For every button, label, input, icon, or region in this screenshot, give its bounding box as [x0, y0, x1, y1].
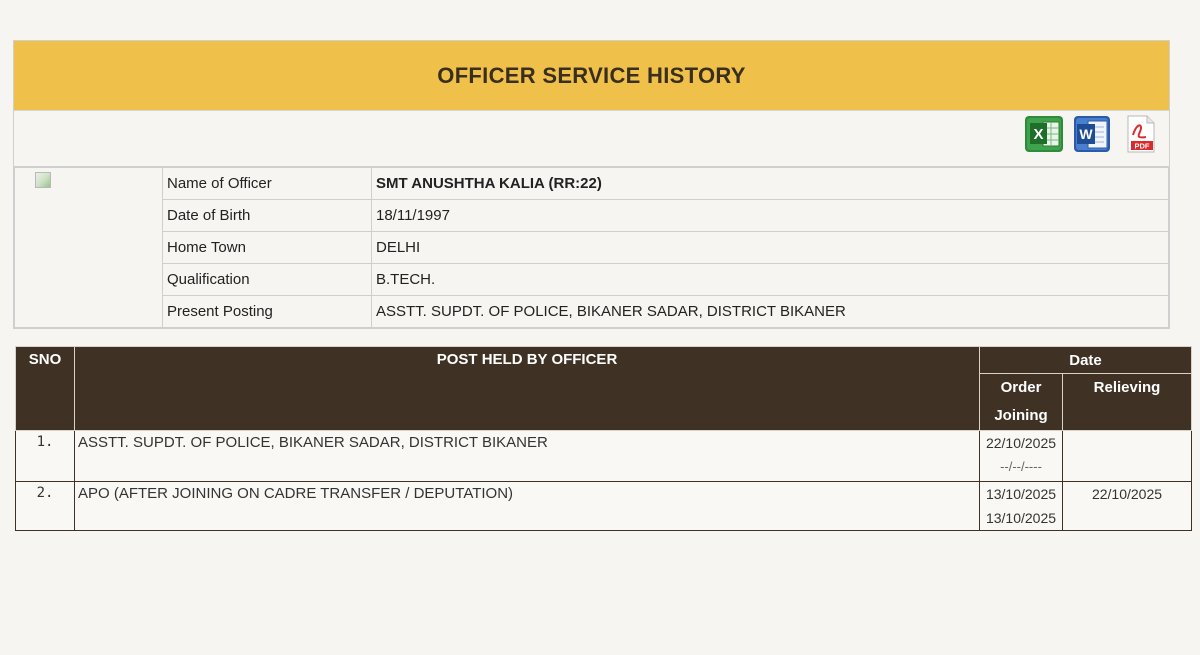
service-history-table	[15, 346, 1192, 531]
info-value: B.TECH.	[372, 264, 1169, 296]
excel-export-icon[interactable]	[1023, 113, 1065, 155]
cell-relieving-date	[1063, 431, 1192, 482]
cell-sno: 2.	[16, 482, 75, 531]
col-header-order-joining	[980, 374, 1063, 431]
cell-joining-date: --/--/----	[1000, 459, 1042, 474]
cell-order-date: 13/10/2025	[985, 486, 1057, 502]
info-row-name	[15, 168, 1169, 200]
col-header-relieving: Relieving	[1063, 374, 1192, 431]
cell-order-joining	[980, 431, 1063, 482]
title-bar	[14, 41, 1169, 111]
col-header-sno: SNO	[16, 347, 75, 431]
table-row	[16, 431, 1192, 482]
info-value: ASSTT. SUPDT. OF POLICE, BIKANER SADAR, DISTRICT BIKANER	[372, 296, 1169, 328]
cell-sno: 1.	[16, 431, 75, 482]
info-label: Date of Birth	[163, 200, 372, 232]
cell-post: ASSTT. SUPDT. OF POLICE, BIKANER SADAR, DISTRICT BIKANER	[75, 431, 980, 482]
info-label: Present Posting	[163, 296, 372, 328]
cell-relieving-date: 22/10/2025	[1063, 482, 1192, 531]
officer-info-table	[14, 167, 1169, 328]
export-toolbar	[14, 111, 1169, 167]
col-header-post: POST HELD BY OFFICER	[75, 347, 980, 431]
info-value: DELHI	[372, 232, 1169, 264]
info-label: Home Town	[163, 232, 372, 264]
cell-joining-date: 13/10/2025	[985, 510, 1057, 526]
info-row-dob	[15, 200, 1169, 232]
col-header-joining: Joining	[994, 407, 1048, 424]
pdf-export-icon[interactable]	[1119, 113, 1161, 155]
cell-order-joining	[980, 482, 1063, 531]
table-row	[16, 482, 1192, 531]
info-label: Name of Officer	[163, 168, 372, 200]
page-title: OFFICER SERVICE HISTORY	[437, 62, 746, 88]
officer-photo	[35, 172, 51, 188]
info-row-hometown	[15, 232, 1169, 264]
info-row-posting	[15, 296, 1169, 328]
cell-post: APO (AFTER JOINING ON CADRE TRANSFER / DEPUTATION)	[75, 482, 980, 531]
officer-panel	[13, 40, 1170, 329]
pdf-label: PDF	[1134, 141, 1150, 151]
word-export-icon[interactable]	[1071, 113, 1113, 155]
info-label: Qualification	[163, 264, 372, 296]
word-letter: W	[1079, 126, 1093, 142]
cell-order-date: 22/10/2025	[985, 435, 1057, 451]
col-header-order: Order	[1000, 379, 1042, 396]
history-header-row	[16, 347, 1192, 374]
info-row-qualification	[15, 264, 1169, 296]
info-value: 18/11/1997	[372, 200, 1169, 232]
col-header-date: Date	[980, 347, 1192, 374]
excel-letter: X	[1033, 126, 1044, 143]
officer-photo-cell	[15, 168, 163, 328]
info-value: SMT ANUSHTHA KALIA (RR:22)	[372, 168, 1169, 200]
